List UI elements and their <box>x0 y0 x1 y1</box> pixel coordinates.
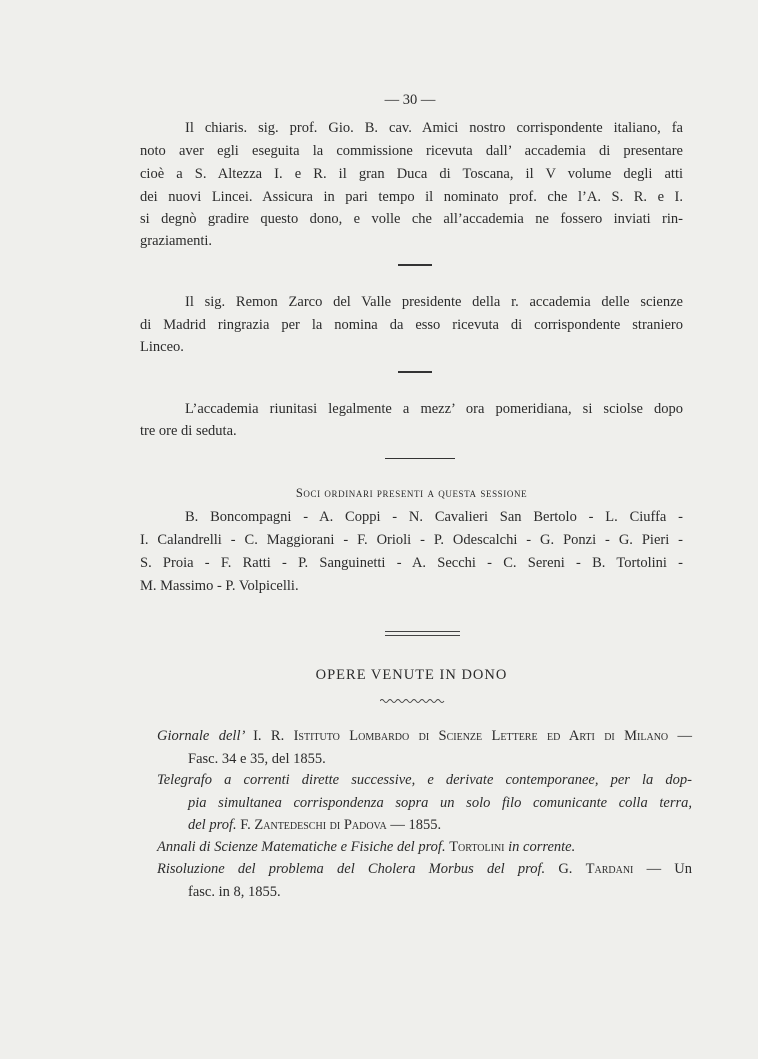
plain-text: fasc. in 8, 1855. <box>188 884 281 900</box>
section-divider <box>398 371 432 373</box>
paragraph-1-line: si degnò gradire questo dono, e volle che all’accademia ne fossero inviati rin- <box>140 211 683 227</box>
donation-entry-line <box>188 794 692 812</box>
plain-text: — 1855. <box>386 817 442 833</box>
donation-entry-line <box>157 838 692 856</box>
section-divider <box>398 264 432 266</box>
paragraph-3-line: tre ore di seduta. <box>140 423 237 439</box>
title-text: in corrente. <box>504 839 576 855</box>
paragraph-3-line: L’accademia riunitasi legalmente a mezz’ ora pomeridiana, si sciolse dopo <box>185 401 683 417</box>
plain-text: — <box>668 728 693 744</box>
donation-entry-line <box>188 883 692 901</box>
page-number: — 30 — <box>384 92 436 108</box>
plain-text: G. <box>558 861 586 877</box>
members-line: I. Calandrelli - C. Maggiorani - F. Orioli - P. Odescalchi - G. Ponzi - G. Pieri - <box>140 532 683 548</box>
paragraph-1-line: cioè a S. Altezza I. e R. il gran Duca di Toscana, il V volume degli atti <box>140 166 683 182</box>
paragraph-1-line: dei nuovi Lincei. Assicura in pari tempo il nominato prof. che l’A. S. R. e I. <box>140 189 683 205</box>
author-text: Istituto Lombardo di Scienze Lettere ed Arti di Milano <box>293 728 669 744</box>
members-heading: Soci ordinari presenti a questa sessione <box>295 486 528 500</box>
author-text: Tardani <box>585 861 634 877</box>
paragraph-2-line: Linceo. <box>140 339 184 355</box>
donations-heading: OPERE VENUTE IN DONO <box>315 667 508 683</box>
paragraph-2-line: Il sig. Remon Zarco del Valle presidente della r. accademia delle scienze <box>185 294 683 310</box>
title-text: Giornale dell’ <box>157 728 254 744</box>
author-text: Zantedeschi di Padova <box>254 817 387 833</box>
members-line: S. Proia - F. Ratti - P. Sanguinetti - A. Secchi - C. Sereni - B. Tortolini - <box>140 555 683 571</box>
section-divider <box>385 458 455 459</box>
wavy-ornament <box>380 697 446 705</box>
title-text: Risoluzione del problema del Cholera Morbus del prof. <box>157 861 559 877</box>
donation-entry-line <box>157 727 692 745</box>
members-line: B. Boncompagni - A. Coppi - N. Cavalieri San Bertolo - L. Ciuffa - <box>185 509 683 525</box>
author-text: Tortolini <box>449 839 505 855</box>
plain-text: — Un <box>633 861 692 877</box>
paragraph-1-line: Il chiaris. sig. prof. Gio. B. cav. Amici nostro corrispondente italiano, fa <box>185 120 683 136</box>
title-text: pia simultanea corrispondenza sopra un solo filo comunicante colla terra, <box>188 795 692 811</box>
title-text: del prof. <box>188 817 241 833</box>
paragraph-1-line: noto aver egli eseguita la commissione ricevuta dall’ accademia di presentare <box>140 143 683 159</box>
plain-text: I. R. <box>253 728 294 744</box>
double-divider <box>385 631 460 636</box>
plain-text: F. <box>240 817 255 833</box>
paragraph-2-line: di Madrid ringrazia per la nomina da esso ricevuta di corrispondente straniero <box>140 317 683 333</box>
paragraph-1-line: graziamenti. <box>140 233 213 249</box>
donation-entry-line <box>188 816 692 834</box>
title-text: Telegrafo a correnti dirette successive, e derivate contemporanee, per la dop- <box>157 772 692 788</box>
donation-entry-line <box>188 750 692 768</box>
donation-entry-line <box>157 771 692 789</box>
title-text: Annali di Scienze Matematiche e Fisiche del prof. <box>157 839 450 855</box>
plain-text: Fasc. 34 e 35, del 1855. <box>188 751 326 767</box>
members-line: M. Massimo - P. Volpicelli. <box>140 578 299 594</box>
donation-entry-line <box>157 860 692 878</box>
